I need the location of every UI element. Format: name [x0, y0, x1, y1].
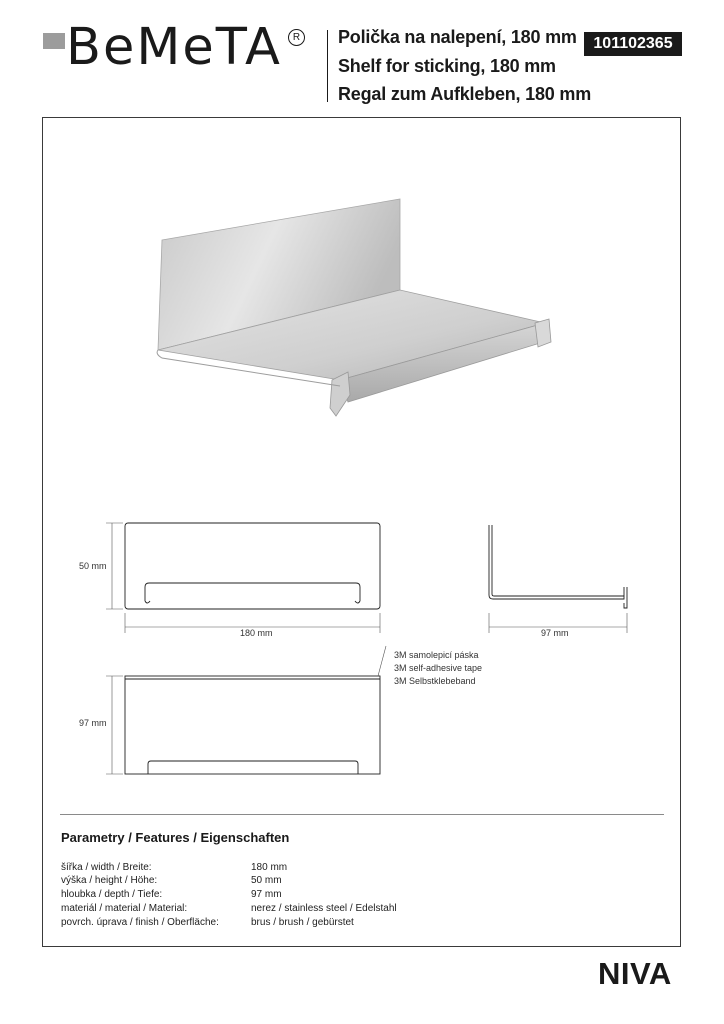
spec-label-finish: povrch. úprava / finish / Oberfläche: — [61, 917, 219, 928]
spec-value-height: 50 mm — [251, 875, 282, 886]
header-divider — [327, 30, 328, 102]
height-dimension-label: 50 mm — [79, 561, 107, 571]
series-name: NIVA — [598, 956, 672, 991]
product-code: 101102365 — [584, 32, 682, 56]
tape-note-de: 3M Selbstklebeband — [394, 676, 476, 686]
depth-dimension-label-top: 97 mm — [79, 718, 107, 728]
features-divider — [60, 814, 664, 815]
spec-value-depth: 97 mm — [251, 889, 282, 900]
title-cz: Polička na nalepení, 180 mm — [338, 27, 577, 47]
spec-label-depth: hloubka / depth / Tiefe: — [61, 889, 163, 900]
spec-label-height: výška / height / Höhe: — [61, 875, 158, 886]
brand-logo: BeMeTA — [66, 18, 282, 77]
depth-dimension-label-side: 97 mm — [541, 628, 569, 638]
registered-mark: R — [288, 29, 305, 46]
width-dimension-label: 180 mm — [240, 628, 273, 638]
spec-label-material: materiál / material / Material: — [61, 903, 188, 914]
tape-note-cz: 3M samolepicí páska — [394, 650, 479, 660]
spec-value-finish: brus / brush / gebürstet — [251, 917, 354, 928]
features-title: Parametry / Features / Eigenschaften — [61, 830, 290, 845]
title-de: Regal zum Aufkleben, 180 mm — [338, 84, 592, 104]
logo-mark — [43, 33, 65, 49]
spec-value-width: 180 mm — [251, 862, 288, 873]
top-view-drawing — [80, 640, 390, 785]
product-photo — [140, 190, 570, 430]
tape-note-en: 3M self-adhesive tape — [394, 663, 483, 673]
side-view-drawing — [480, 515, 640, 645]
spec-value-material: nerez / stainless steel / Edelstahl — [251, 903, 397, 914]
front-view-drawing — [80, 515, 390, 645]
spec-label-width: šířka / width / Breite: — [61, 862, 152, 873]
title-en: Shelf for sticking, 180 mm — [338, 56, 556, 76]
